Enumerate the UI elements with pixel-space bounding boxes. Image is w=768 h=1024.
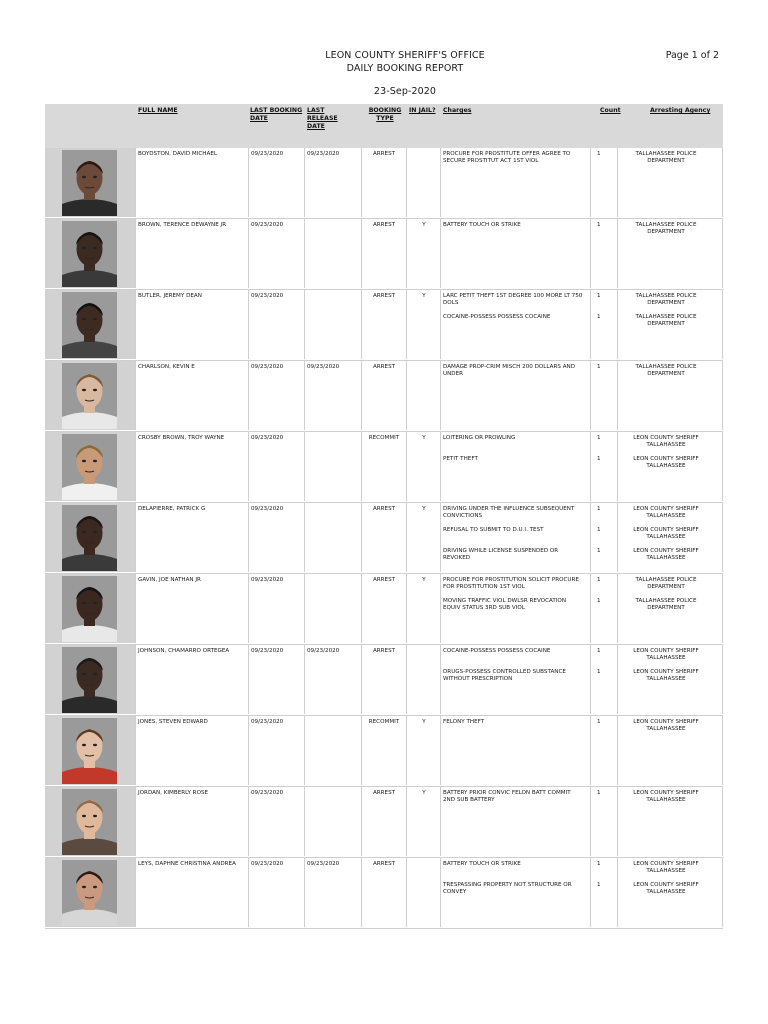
charge-count: 1	[597, 506, 601, 512]
grid-line	[590, 858, 591, 927]
in-jail: Y	[422, 435, 426, 441]
full-name: BOYDSTON, DAVID MICHAEL	[138, 151, 217, 157]
grid-line	[248, 645, 249, 714]
full-name: BUTLER, JEREMY DEAN	[138, 293, 202, 299]
charge-text: DRIVING WHILE LICENSE SUSPENDED OR REVOKED	[443, 548, 559, 562]
booking-date: 09/23/2020	[251, 293, 284, 299]
charge-count: 1	[597, 861, 601, 867]
mugshot-photo	[62, 150, 117, 216]
arresting-agency: TALLAHASSEE POLICE DEPARTMENT	[635, 151, 697, 165]
grid-line	[361, 645, 362, 714]
charge-text: PETIT THEFT	[443, 456, 478, 462]
grid-line	[590, 290, 591, 359]
arresting-agency: LEON COUNTY SHERIFF TALLAHASSEE	[633, 861, 699, 875]
photo-cell	[45, 148, 135, 217]
booking-date: 09/23/2020	[251, 506, 284, 512]
grid-line	[440, 645, 441, 714]
grid-line	[440, 858, 441, 927]
table-row	[45, 574, 723, 645]
charge-text: REFUSAL TO SUBMIT TO D.U.I. TEST	[443, 527, 544, 533]
charge-count: 1	[597, 790, 601, 796]
arresting-agency: LEON COUNTY SHERIFF TALLAHASSEE	[633, 719, 699, 733]
booking-type: ARREST	[372, 861, 396, 867]
col-charges: Charges	[443, 107, 472, 114]
charge-count: 1	[597, 669, 601, 675]
mugshot-photo	[62, 505, 117, 571]
grid-line	[248, 574, 249, 643]
in-jail: Y	[422, 577, 426, 583]
grid-line	[361, 432, 362, 501]
grid-line	[617, 148, 618, 217]
booking-type: ARREST	[372, 222, 396, 228]
photo-cell	[45, 787, 135, 856]
grid-line	[440, 574, 441, 643]
grid-line	[304, 290, 305, 359]
booking-date: 09/23/2020	[251, 435, 284, 441]
charge-count: 1	[597, 456, 601, 462]
grid-line	[361, 361, 362, 430]
arresting-agency: LEON COUNTY SHERIFF TALLAHASSEE	[633, 648, 699, 662]
grid-line	[406, 858, 407, 927]
release-date: 09/23/2020	[307, 648, 340, 654]
grid-line	[304, 361, 305, 430]
charge-count: 1	[597, 882, 601, 888]
grid-line	[304, 503, 305, 572]
mugshot-photo	[62, 292, 117, 358]
grid-line	[304, 787, 305, 856]
grid-line	[406, 787, 407, 856]
grid-line	[248, 432, 249, 501]
arresting-agency: LEON COUNTY SHERIFF TALLAHASSEE	[633, 456, 699, 470]
grid-line	[304, 716, 305, 785]
grid-line	[617, 645, 618, 714]
grid-line	[722, 574, 723, 643]
arresting-agency: LEON COUNTY SHERIFF TALLAHASSEE	[633, 548, 699, 562]
full-name: JONES, STEVEN EDWARD	[138, 719, 208, 725]
grid-line	[361, 716, 362, 785]
grid-line	[590, 645, 591, 714]
arresting-agency: TALLAHASSEE POLICE DEPARTMENT	[635, 577, 697, 591]
grid-line	[722, 787, 723, 856]
mugshot-photo	[62, 576, 117, 642]
grid-line	[722, 645, 723, 714]
grid-line	[248, 503, 249, 572]
table-row	[45, 503, 723, 574]
release-date: 09/23/2020	[307, 861, 340, 867]
charge-text: DRIVING UNDER THE INFLUENCE SUBSEQUENT CONVICTIONS	[443, 506, 575, 520]
charge-count: 1	[597, 435, 601, 441]
grid-line	[722, 361, 723, 430]
grid-line	[361, 787, 362, 856]
grid-line	[722, 219, 723, 288]
grid-line	[722, 290, 723, 359]
grid-line	[617, 290, 618, 359]
office-title: LEON COUNTY SHERIFF'S OFFICE	[325, 50, 485, 61]
photo-cell	[45, 574, 135, 643]
grid-line	[135, 148, 136, 217]
booking-date: 09/23/2020	[251, 861, 284, 867]
booking-date: 09/23/2020	[251, 151, 284, 157]
table-row	[45, 219, 723, 290]
grid-line	[406, 290, 407, 359]
full-name: BROWN, TERENCE DEWAYNE JR	[138, 222, 227, 228]
booking-date: 09/23/2020	[251, 577, 284, 583]
photo-cell	[45, 361, 135, 430]
page-number: Page 1 of 2	[665, 50, 719, 61]
col-last-release-date: LAST RELEASE DATE	[307, 107, 338, 130]
grid-line	[304, 148, 305, 217]
charge-count: 1	[597, 364, 601, 370]
booking-type: ARREST	[372, 577, 396, 583]
arresting-agency: LEON COUNTY SHERIFF TALLAHASSEE	[633, 527, 699, 541]
arresting-agency: TALLAHASSEE POLICE DEPARTMENT	[635, 598, 697, 612]
grid-line	[361, 148, 362, 217]
grid-line	[590, 361, 591, 430]
grid-line	[135, 219, 136, 288]
grid-line	[440, 219, 441, 288]
grid-line	[617, 432, 618, 501]
grid-line	[135, 290, 136, 359]
grid-line	[361, 290, 362, 359]
grid-line	[590, 148, 591, 217]
grid-line	[135, 503, 136, 572]
charge-count: 1	[597, 222, 601, 228]
release-date: 09/23/2020	[307, 364, 340, 370]
grid-line	[440, 503, 441, 572]
charge-count: 1	[597, 548, 601, 554]
booking-type: ARREST	[372, 506, 396, 512]
col-in-jail: IN JAIL?	[409, 107, 436, 114]
grid-line	[722, 716, 723, 785]
mugshot-photo	[62, 718, 117, 784]
grid-line	[590, 503, 591, 572]
photo-cell	[45, 219, 135, 288]
mugshot-photo	[62, 647, 117, 713]
grid-line	[361, 503, 362, 572]
grid-line	[722, 858, 723, 927]
grid-line	[617, 716, 618, 785]
booking-date: 09/23/2020	[251, 648, 284, 654]
grid-line	[590, 432, 591, 501]
col-full-name: FULL NAME	[138, 107, 178, 114]
grid-line	[722, 148, 723, 217]
arresting-agency: TALLAHASSEE POLICE DEPARTMENT	[635, 364, 697, 378]
grid-line	[361, 219, 362, 288]
grid-line	[304, 858, 305, 927]
full-name: CROSBY BROWN, TROY WAYNE	[138, 435, 225, 441]
booking-type: ARREST	[372, 293, 396, 299]
grid-line	[406, 503, 407, 572]
charge-count: 1	[597, 648, 601, 654]
charge-text: BATTERY PRIOR CONVIC FELON BATT COMMIT 2ND SUB BATTERY	[443, 790, 571, 804]
grid-line	[406, 716, 407, 785]
grid-line	[135, 645, 136, 714]
charge-count: 1	[597, 314, 601, 320]
grid-line	[406, 645, 407, 714]
full-name: LEYS, DAPHNE CHRISTINA ANDREA	[138, 861, 236, 867]
charge-count: 1	[597, 527, 601, 533]
charge-text: COCAINE-POSSESS POSSESS COCAINE	[443, 648, 551, 654]
booking-table	[45, 148, 723, 929]
mugshot-photo	[62, 860, 117, 926]
full-name: DELAPIERRE, PATRICK G	[138, 506, 206, 512]
grid-line	[590, 716, 591, 785]
booking-type: ARREST	[372, 648, 396, 654]
grid-line	[440, 290, 441, 359]
grid-line	[135, 858, 136, 927]
in-jail: Y	[422, 719, 426, 725]
grid-line	[406, 361, 407, 430]
table-row	[45, 645, 723, 716]
charge-count: 1	[597, 151, 601, 157]
full-name: JORDAN, KIMBERLY ROSE	[138, 790, 209, 796]
charge-count: 1	[597, 577, 601, 583]
col-last-booking-date: LAST BOOKING DATE	[250, 107, 303, 122]
booking-type: ARREST	[372, 790, 396, 796]
booking-type: ARREST	[372, 364, 396, 370]
report-date: 23-Sep-2020	[373, 86, 437, 97]
grid-line	[440, 432, 441, 501]
arresting-agency: LEON COUNTY SHERIFF TALLAHASSEE	[633, 790, 699, 804]
grid-line	[722, 503, 723, 572]
table-row	[45, 787, 723, 858]
grid-line	[135, 716, 136, 785]
table-row	[45, 716, 723, 787]
col-booking-type: BOOKING TYPE	[368, 107, 402, 122]
grid-line	[617, 503, 618, 572]
grid-line	[248, 290, 249, 359]
grid-line	[248, 361, 249, 430]
grid-line	[248, 787, 249, 856]
grid-line	[617, 361, 618, 430]
grid-line	[361, 574, 362, 643]
grid-line	[440, 148, 441, 217]
booking-type: RECOMMIT	[368, 435, 400, 441]
charge-text: MOVING TRAFFIC VIOL DWLSR REVOCATION EQUIV STATUS 3RD SUB VIOL	[443, 598, 567, 612]
grid-line	[304, 645, 305, 714]
booking-date: 09/23/2020	[251, 719, 284, 725]
arresting-agency: LEON COUNTY SHERIFF TALLAHASSEE	[633, 506, 699, 520]
charge-text: PROCURE FOR PROSTITUTE OFFER AGREE TO SECURE PROSTITUT ACT 1ST VIOL	[443, 151, 571, 165]
col-arresting-agency: Arresting Agency	[650, 107, 711, 114]
booking-type: ARREST	[372, 151, 396, 157]
charge-count: 1	[597, 598, 601, 604]
report-title: DAILY BOOKING REPORT	[346, 63, 464, 74]
grid-line	[135, 432, 136, 501]
mugshot-photo	[62, 221, 117, 287]
grid-line	[590, 574, 591, 643]
grid-line	[590, 219, 591, 288]
grid-line	[135, 787, 136, 856]
release-date: 09/23/2020	[307, 151, 340, 157]
charge-text: LOITERING OR PROWLING	[443, 435, 516, 441]
grid-line	[406, 148, 407, 217]
col-count: Count	[600, 107, 621, 114]
arresting-agency: LEON COUNTY SHERIFF TALLAHASSEE	[633, 669, 699, 683]
arresting-agency: LEON COUNTY SHERIFF TALLAHASSEE	[633, 882, 699, 896]
grid-line	[440, 361, 441, 430]
photo-cell	[45, 290, 135, 359]
booking-date: 09/23/2020	[251, 222, 284, 228]
mugshot-photo	[62, 789, 117, 855]
photo-cell	[45, 858, 135, 927]
full-name: JOHNSON, CHAMARRO ORTEGEA	[138, 648, 230, 654]
arresting-agency: TALLAHASSEE POLICE DEPARTMENT	[635, 314, 697, 328]
grid-line	[617, 574, 618, 643]
charge-text: FELONY THEFT	[443, 719, 485, 725]
grid-line	[304, 432, 305, 501]
grid-line	[440, 787, 441, 856]
table-row	[45, 858, 723, 929]
charge-text: LARC PETIT THEFT 1ST DEGREE 100 MORE LT 750 DOLS	[443, 293, 583, 307]
photo-cell	[45, 432, 135, 501]
charge-count: 1	[597, 293, 601, 299]
mugshot-photo	[62, 363, 117, 429]
full-name: GAVIN, JOE NATHAN JR	[138, 577, 201, 583]
charge-text: DRUGS-POSSESS CONTROLLED SUBSTANCE WITHOUT PRESCRIPTION	[443, 669, 566, 683]
grid-line	[248, 148, 249, 217]
charge-text: DAMAGE PROP-CRIM MISCH 200 DOLLARS AND UNDER	[443, 364, 576, 378]
grid-line	[248, 716, 249, 785]
grid-line	[406, 574, 407, 643]
photo-cell	[45, 503, 135, 572]
table-row	[45, 361, 723, 432]
column-header-bar	[45, 104, 723, 148]
mugshot-photo	[62, 434, 117, 500]
grid-line	[617, 858, 618, 927]
arresting-agency: TALLAHASSEE POLICE DEPARTMENT	[635, 293, 697, 307]
grid-line	[406, 219, 407, 288]
in-jail: Y	[422, 506, 426, 512]
grid-line	[135, 574, 136, 643]
grid-line	[135, 361, 136, 430]
in-jail: Y	[422, 293, 426, 299]
grid-line	[406, 432, 407, 501]
photo-cell	[45, 645, 135, 714]
arresting-agency: TALLAHASSEE POLICE DEPARTMENT	[635, 222, 697, 236]
grid-line	[361, 858, 362, 927]
booking-type: RECOMMIT	[368, 719, 400, 725]
grid-line	[590, 787, 591, 856]
arresting-agency: LEON COUNTY SHERIFF TALLAHASSEE	[633, 435, 699, 449]
grid-line	[440, 716, 441, 785]
table-row	[45, 148, 723, 219]
booking-date: 09/23/2020	[251, 364, 284, 370]
grid-line	[617, 219, 618, 288]
photo-cell	[45, 716, 135, 785]
in-jail: Y	[422, 222, 426, 228]
grid-line	[617, 787, 618, 856]
grid-line	[248, 858, 249, 927]
grid-line	[248, 219, 249, 288]
full-name: CHARLSON, KEVIN E	[138, 364, 195, 370]
table-row	[45, 432, 723, 503]
charge-text: COCAINE-POSSESS POSSESS COCAINE	[443, 314, 551, 320]
charge-text: BATTERY TOUCH OR STRIKE	[443, 861, 521, 867]
charge-text: TRESPASSING PROPERTY NOT STRUCTURE OR CONVEY	[443, 882, 572, 896]
charge-count: 1	[597, 719, 601, 725]
charge-text: BATTERY TOUCH OR STRIKE	[443, 222, 521, 228]
in-jail: Y	[422, 790, 426, 796]
grid-line	[304, 219, 305, 288]
grid-line	[304, 574, 305, 643]
booking-date: 09/23/2020	[251, 790, 284, 796]
grid-line	[722, 432, 723, 501]
table-row	[45, 290, 723, 361]
charge-text: PROCURE FOR PROSTITUTION SOLICIT PROCURE FOR PROSTITUTION 1ST VIOL	[443, 577, 579, 591]
